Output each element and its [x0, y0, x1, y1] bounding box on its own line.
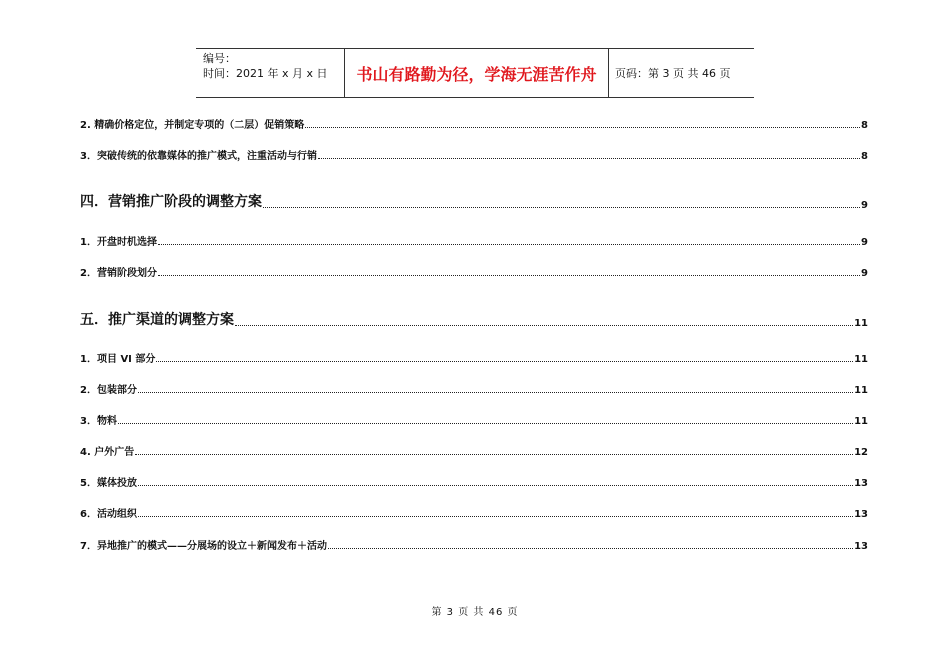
toc-leader — [135, 453, 853, 455]
toc-entry-title: 1．项目 VI 部分 — [80, 354, 156, 365]
toc-leader — [318, 157, 860, 159]
toc-leader — [263, 206, 860, 208]
toc-entry[interactable] — [80, 264, 868, 279]
toc-entry-page: 11 — [854, 416, 868, 427]
toc-section-page: 9 — [861, 200, 868, 211]
toc-entry-page: 11 — [854, 385, 868, 396]
toc-entry-title: 3．突破传统的依靠媒体的推广模式，注重活动与行销 — [80, 151, 317, 162]
toc-section-page: 11 — [854, 318, 868, 329]
header-motto: 书山有路勤为径，学海无涯苦作舟 — [345, 49, 609, 97]
document-header — [196, 48, 754, 98]
toc-entry[interactable] — [80, 116, 868, 131]
toc-section-title: 五．推广渠道的调整方案 — [80, 312, 234, 328]
toc-entry[interactable] — [80, 412, 868, 427]
toc-entry-title: 2. 精确价格定位，并制定专项的（二层）促销策略 — [80, 120, 305, 131]
toc-entry-page: 13 — [854, 509, 868, 520]
toc-entry-page: 13 — [854, 541, 868, 552]
toc-entry-page: 9 — [861, 268, 868, 279]
toc-entry-page: 12 — [854, 447, 868, 458]
toc-section-title: 四．营销推广阶段的调整方案 — [80, 194, 262, 210]
toc-leader — [138, 391, 853, 393]
toc-entry-title: 2．包装部分 — [80, 385, 137, 396]
header-page-info: 页码：第 3 页 共 46 页 — [615, 67, 731, 80]
toc-entry[interactable] — [80, 443, 868, 458]
toc-leader — [138, 484, 853, 486]
toc-entry-page: 11 — [854, 354, 868, 365]
number-label: 编号： — [203, 52, 236, 65]
toc-entry[interactable] — [80, 474, 868, 489]
toc-leader — [158, 243, 860, 245]
toc-entry-title: 1．开盘时机选择 — [80, 237, 157, 248]
toc-entry-page: 8 — [861, 120, 868, 131]
toc-leader — [156, 360, 853, 362]
toc-leader — [305, 126, 860, 128]
toc-section[interactable] — [80, 309, 868, 329]
header-meta — [196, 49, 345, 97]
toc-entry-title: 7．异地推广的模式——分展场的设立＋新闻发布＋活动 — [80, 541, 327, 552]
toc-entry-page: 9 — [861, 237, 868, 248]
toc-entry[interactable] — [80, 381, 868, 396]
toc-leader — [158, 274, 860, 276]
toc-entry-title: 5．媒体投放 — [80, 478, 137, 489]
toc-entry-title: 6．活动组织 — [80, 509, 137, 520]
toc-section[interactable] — [80, 191, 868, 211]
toc-entry-page: 8 — [861, 151, 868, 162]
time-label: 时间：2021 年 x 月 x 日 — [203, 67, 328, 80]
page-footer: 第 3 页 共 46 页 — [431, 607, 519, 618]
toc-entry-title: 3．物料 — [80, 416, 117, 427]
toc-leader — [118, 422, 853, 424]
toc-leader — [235, 324, 853, 326]
toc-entry-title: 4. 户外广告 — [80, 447, 135, 458]
toc-leader — [328, 547, 853, 549]
toc-entry-title: 2．营销阶段划分 — [80, 268, 157, 279]
toc-entry-page: 13 — [854, 478, 868, 489]
toc-entry[interactable] — [80, 505, 868, 520]
toc-entry[interactable] — [80, 350, 868, 365]
toc-entry[interactable] — [80, 147, 868, 162]
toc-entry[interactable] — [80, 233, 868, 248]
toc-entry[interactable] — [80, 537, 868, 552]
toc-leader — [138, 515, 853, 517]
